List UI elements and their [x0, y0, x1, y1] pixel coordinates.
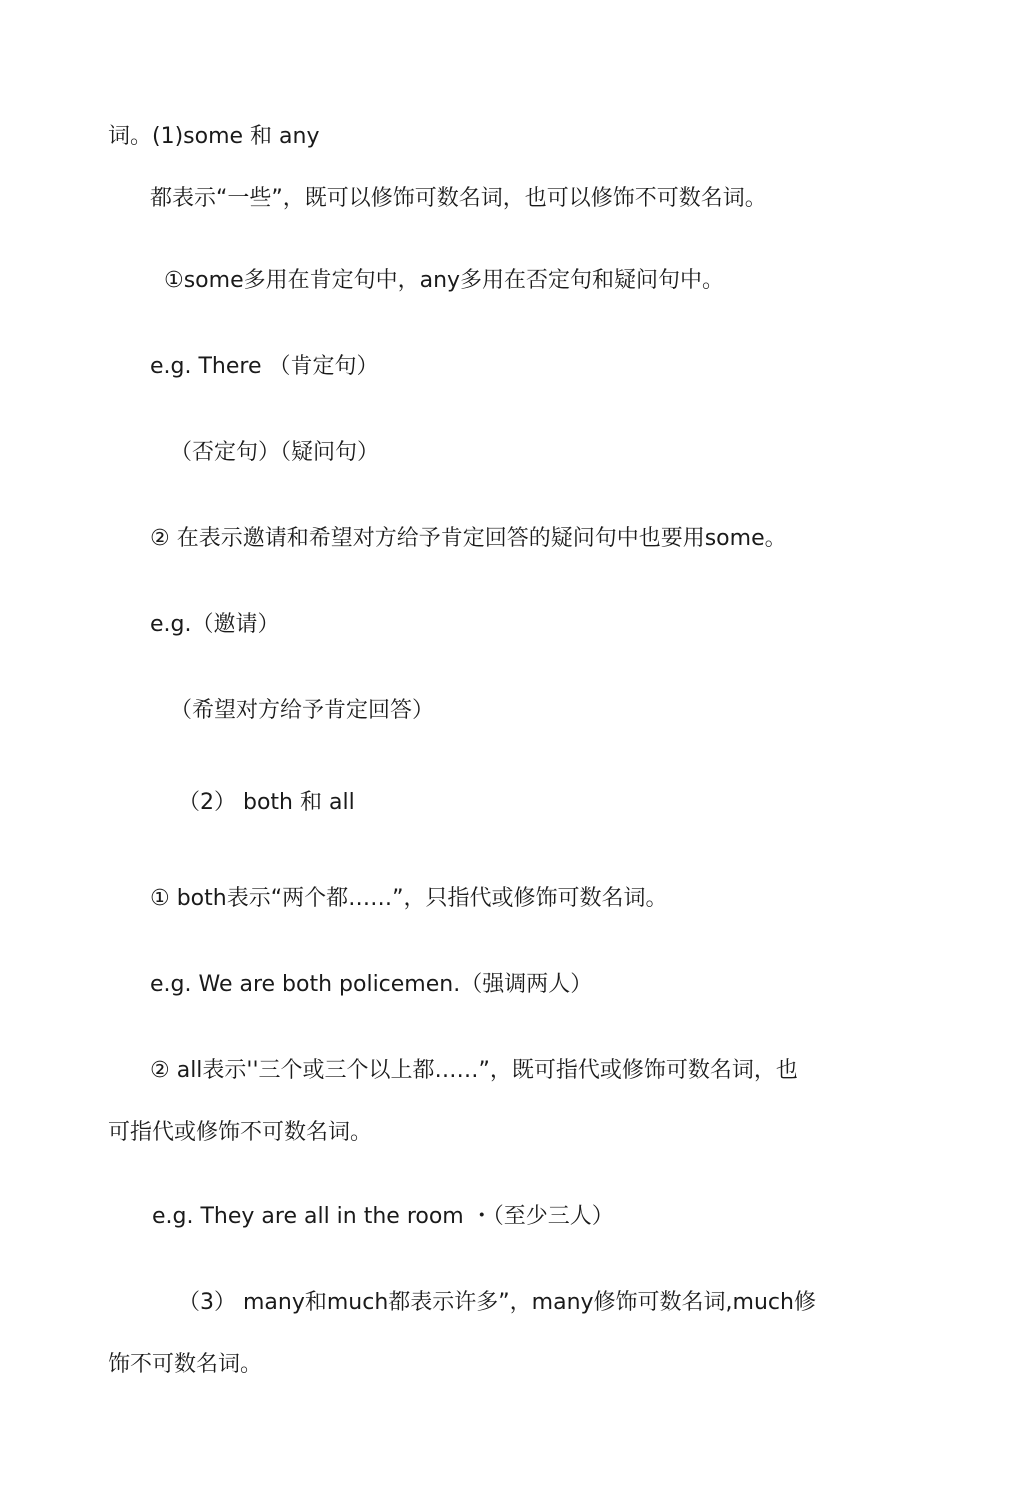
example-line-2: e.g.（邀请）	[150, 612, 280, 637]
example-line-1: e.g. There （肯定句）	[150, 354, 379, 379]
text-line-5: （否定句）（疑问句）	[170, 440, 380, 465]
section-heading-2: （2） both 和 all	[178, 790, 355, 815]
text-line-16: 饰不可数名词。	[108, 1352, 263, 1377]
text-line-10: ① both表示“两个都……”，只指代或修饰可数名词。	[150, 886, 668, 911]
text-line-2: 都表示“一些”，既可以修饰可数名词，也可以修饰不可数名词。	[150, 186, 767, 211]
section-heading-3: （3） many和much都表示许多”，many修饰可数名词,much修	[178, 1290, 816, 1315]
text-line-12: ② all表示''三个或三个以上都……”，既可指代或修饰可数名词，也	[150, 1058, 798, 1083]
example-line-4: e.g. They are all in the room ・（至少三人）	[152, 1204, 614, 1229]
text-line-1: 词。(1)some 和 any	[108, 124, 320, 149]
text-line-6: ② 在表示邀请和希望对方给予肯定回答的疑问句中也要用some。	[150, 526, 787, 551]
text-line-3: ①some多用在肯定句中，any多用在否定句和疑问句中。	[164, 268, 725, 293]
text-line-13: 可指代或修饰不可数名词。	[108, 1120, 373, 1145]
text-line-8: （希望对方给予肯定回答）	[170, 698, 435, 723]
example-line-3: e.g. We are both policemen.（强调两人）	[150, 972, 593, 997]
